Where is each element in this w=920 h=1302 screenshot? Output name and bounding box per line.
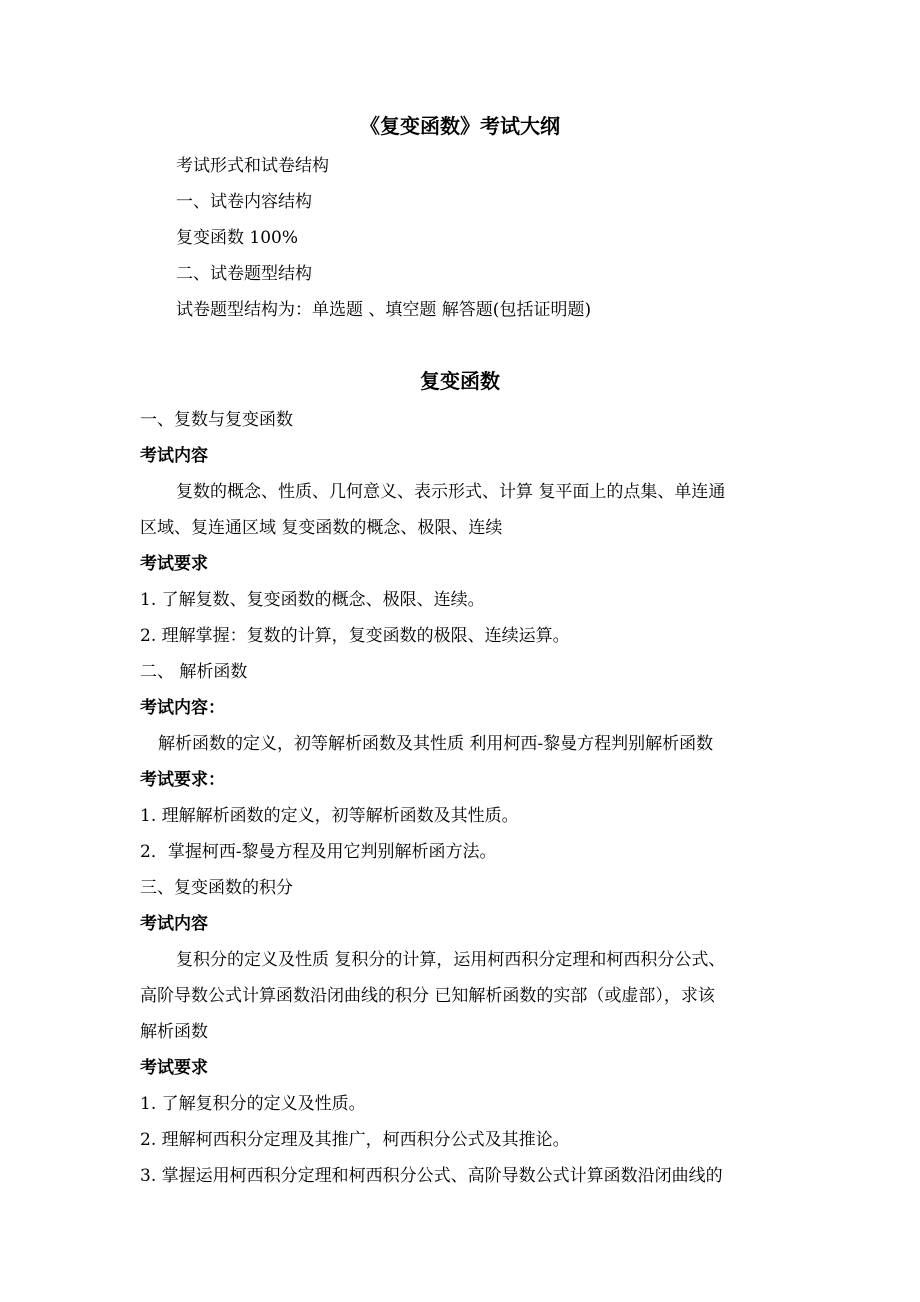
- chapter-2-requirement-item: 2．掌握柯西-黎曼方程及用它判别解析函方法。: [140, 842, 497, 862]
- chapter-1-heading: 一、复数与复变函数: [140, 410, 293, 430]
- content-percentage-line: 复变函数 100%: [176, 228, 299, 248]
- chapter-3-requirement-item: 1. 了解复积分的定义及性质。: [140, 1094, 366, 1114]
- paper-content-structure-line: 一、试卷内容结构: [176, 192, 312, 212]
- question-types-line: 试卷题型结构为：单选题 、填空题 解答题(包括证明题): [176, 300, 592, 320]
- exam-form-line: 考试形式和试卷结构: [176, 156, 329, 176]
- chapter-1-content-line: 区域、复连通区域 复变函数的概念、极限、连续: [140, 518, 503, 538]
- section-title: 复变函数: [420, 369, 500, 393]
- chapter-1-requirement-item: 2. 理解掌握：复数的计算，复变函数的极限、连续运算。: [140, 626, 570, 646]
- chapter-2-requirements-label: 考试要求：: [140, 770, 225, 790]
- chapter-3-content-line: 解析函数: [140, 1022, 208, 1042]
- chapter-1-content-line: 复数的概念、性质、几何意义、表示形式、计算 复平面上的点集、单连通: [176, 482, 726, 502]
- chapter-3-content-line: 复积分的定义及性质 复积分的计算，运用柯西积分定理和柯西积分公式、: [176, 950, 726, 970]
- chapter-1-requirement-item: 1. 了解复数、复变函数的概念、极限、连续。: [140, 590, 485, 610]
- document-title: 《复变函数》考试大纲: [360, 114, 560, 138]
- chapter-3-requirement-item: 2. 理解柯西积分定理及其推广，柯西积分公式及其推论。: [140, 1130, 570, 1150]
- chapter-3-heading: 三、复变函数的积分: [140, 878, 293, 898]
- chapter-3-requirement-item: 3. 掌握运用柯西积分定理和柯西积分公式、高阶导数公式计算函数沿闭曲线的: [140, 1166, 723, 1186]
- chapter-3-content-line: 高阶导数公式计算函数沿闭曲线的积分 已知解析函数的实部（或虚部），求该: [140, 986, 715, 1006]
- chapter-2-requirement-item: 1. 理解解析函数的定义，初等解析函数及其性质。: [140, 806, 519, 826]
- question-type-structure-line: 二、试卷题型结构: [176, 264, 312, 284]
- chapter-1-content-label: 考试内容: [140, 446, 208, 466]
- chapter-2-heading: 二、 解析函数: [140, 662, 248, 682]
- chapter-3-content-label: 考试内容: [140, 914, 208, 934]
- chapter-1-requirements-label: 考试要求: [140, 554, 208, 574]
- chapter-2-content-label: 考试内容：: [140, 698, 225, 718]
- chapter-3-requirements-label: 考试要求: [140, 1058, 208, 1078]
- chapter-2-content-line: 解析函数的定义，初等解析函数及其性质 利用柯西-黎曼方程判别解析函数: [158, 734, 714, 754]
